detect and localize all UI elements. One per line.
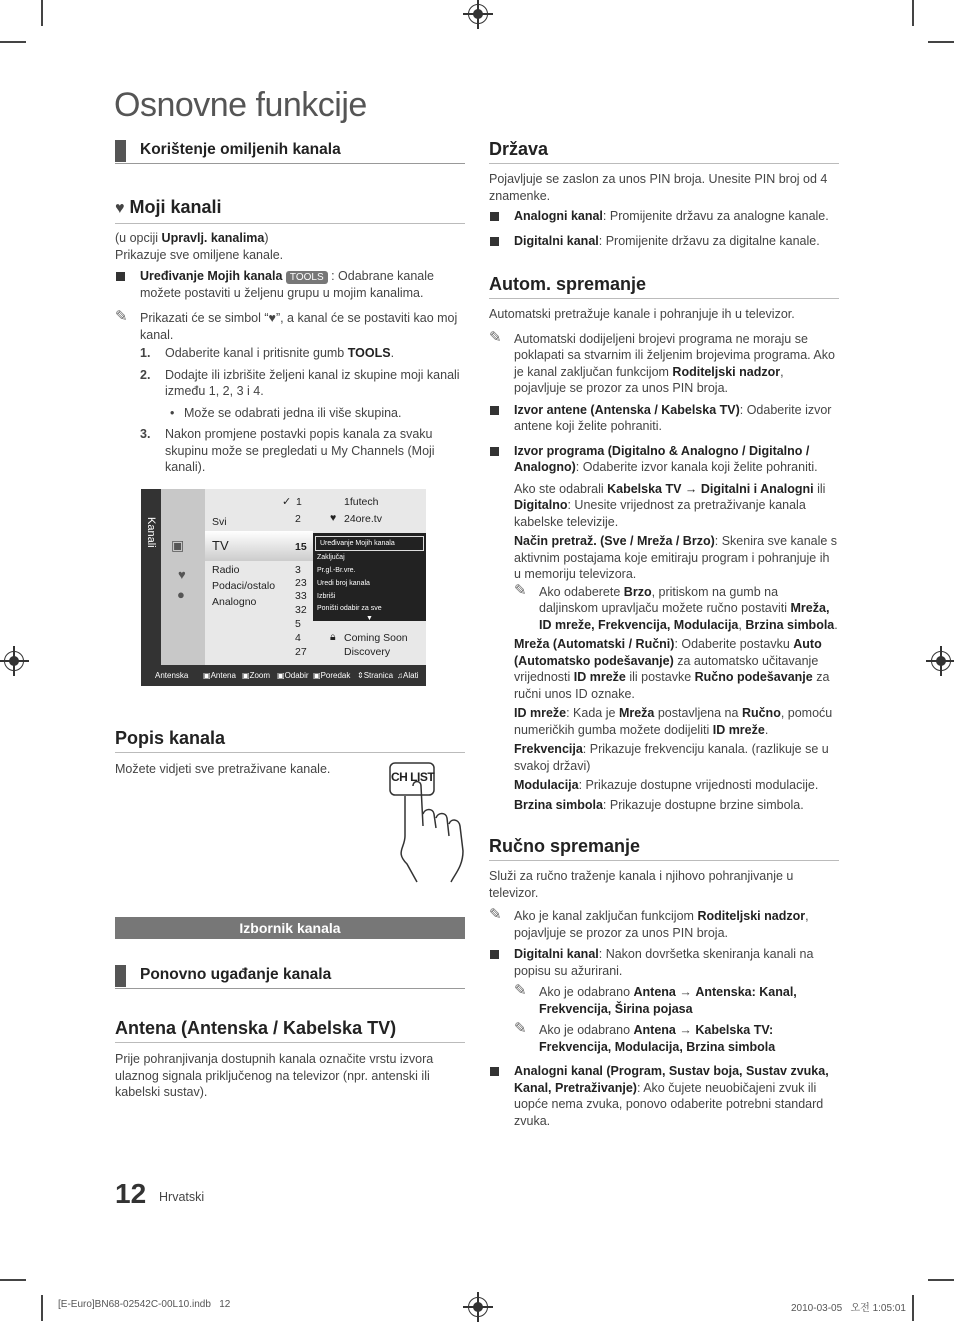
popup-item: Izbriši — [317, 593, 336, 600]
crop-mark — [928, 1279, 954, 1281]
popup-item: Uređivanje Mojih kanala — [315, 536, 424, 551]
drzava-text: Pojavljuje se zaslon za unos PIN broja. Unesite PIN broj od 4 znamenke. — [489, 172, 828, 203]
note-pencil-icon: ✎ — [514, 1020, 527, 1037]
moji-kanali-heading: ♥ Moji kanali — [115, 196, 465, 224]
autom-modulation: Modulacija: Prikazuje dostupne vrijednosti modulacije. — [514, 778, 819, 792]
tv-bottom-bar: Antenska ▣ Antena ▣ Zoom ▣ Odabir ▣ Poredak ⇕ Stranica ♫ Alati — [141, 665, 426, 686]
right-column — [489, 138, 839, 1129]
note-pencil-icon: ✎ — [514, 982, 527, 999]
moji-kanali-intro: (u opciji Upravlj. kanalima) — [115, 231, 269, 245]
drzava-heading: Država — [489, 138, 839, 164]
note-pencil-icon: ✎ — [489, 906, 502, 923]
rucno-bullet-analog: Analogni kanal (Program, Sustav boja, Sustav zvuka, Kanal, Pretraživanje): Ako čujete neuobičajeni zvuk ili uopće nema zvuka, ponovo odaberite potrebni standard zvuka. — [489, 1063, 839, 1129]
ch-list-button-label: CH LIST — [391, 770, 435, 784]
tv-num: 3 — [295, 564, 301, 576]
popis-heading: Popis kanala — [115, 727, 465, 753]
rucno-bullet-digital: Digitalni kanal: Nakon dovršetka skeniranja kanali na popisu su ažurirani. — [489, 946, 839, 979]
section-heading-retune: Ponovno ugađanje kanala — [115, 965, 465, 989]
popup-item: Poništi odabir za sve — [317, 605, 382, 612]
tv-side-label: Kanali — [145, 517, 157, 548]
autom-symbol-rate: Brzina simbola: Prikazuje dostupne brzine simbola. — [514, 797, 804, 812]
page-language: Hrvatski — [159, 1190, 205, 1204]
tv-num: 33 — [295, 590, 307, 602]
izbornik-kanala-bar: Izbornik kanala — [115, 917, 465, 939]
rucno-heading: Ručno spremanje — [489, 835, 839, 861]
heart-icon: ♥ — [115, 200, 125, 217]
moji-kanali-intro2: Prikazuje sve omiljene kanale. — [115, 247, 284, 262]
registration-mark-icon — [4, 651, 24, 671]
autom-note: ✎ Automatski dodijeljeni brojevi programa ne moraju se poklapati sa stvarnim ili željenim brojevima programa. Ako je kanal zaključan funkcijom Roditeljski nadzor, pojavljuje se prozor za unos PIN broja. — [489, 328, 835, 395]
autom-bullet-antenna: Izvor antene (Antenska / Kabelska TV): Odaberite izvor antene koji želite pohraniti. — [489, 402, 839, 435]
tv-cat-data: Podaci/ostalo — [212, 580, 276, 592]
tv-channel-name: Discovery — [344, 646, 391, 658]
crop-mark — [912, 0, 914, 26]
autom-frequency: Frekvencija: Prikazuje frekvenciju kanala. (razlikuje se u svakoj državi) — [514, 742, 829, 773]
autom-cable-para: Ako ste odabrali Kabelska TV → Digitalni i Analogni ili Digitalno: Unesite vrijednost za pretraživanje kanala kabelske televizije. — [514, 481, 826, 529]
tv-num: 15 — [295, 541, 307, 553]
popup-arrow-icon: ▼ — [366, 615, 373, 622]
rucno-note-cable: ✎ Ako je odabrano Antena → Kabelska TV: Frekvencija, Modulacija, Brzina simbola — [514, 1020, 776, 1054]
autom-network-id: ID mreže: Kada je Mreža postavljena na Ručno, pomoću numeričkih gumba možete dodijeliti ID mreže. — [514, 706, 833, 737]
tv-cat-radio: Radio — [212, 564, 240, 576]
tv-channel-name: Coming Soon — [344, 632, 408, 644]
rucno-note-antenna: ✎ Ako je odabrano Antena → Antenska: Kanal, Frekvencija, Širina pojasa — [514, 982, 797, 1016]
left-column-lower — [115, 965, 465, 1101]
left-column — [115, 140, 465, 476]
registration-mark-icon — [468, 4, 488, 24]
rucno-note: ✎ Ako je kanal zaključan funkcijom Roditeljski nadzor, pojavljuje se prozor za unos PIN broja. — [489, 906, 809, 940]
tv-num: 5 — [295, 618, 301, 630]
autom-network: Mreža (Automatski / Ručni): Odaberite postavku Auto (Automatsko podešavanje) za automatsko učitavanje vrijednosti ID mreže ili postavke Ručno podešavanje za ručni unos ID oznake. — [514, 637, 830, 701]
tv-num: 2 — [295, 513, 301, 525]
section-heading-favourites: Korištenje omiljenih kanala — [115, 140, 465, 164]
ch-list-hand-illustration — [385, 756, 467, 886]
bullet-edit-my-channels: Uređivanje Mojih kanala TOOLS : Odabrane kanale možete postaviti u željenu grupu u mojim kanalima. — [115, 268, 465, 301]
crop-mark — [0, 41, 26, 43]
tv-cat-analog: Analogno — [212, 596, 257, 608]
tv-channel-list-screenshot — [141, 489, 426, 686]
footer-file-info: [E-Euro]BN68-02542C-00L10.indb 12 — [58, 1299, 231, 1310]
crop-mark — [41, 1295, 43, 1321]
registration-mark-icon — [468, 1297, 488, 1317]
step-3: 3. Nakon promjene postavki popis kanala za svaku skupinu može se pregledati u My Channels (Moji kanali). — [140, 427, 435, 474]
step-2-dot: • Može se odabrati jedna ili više skupina. — [165, 405, 465, 422]
heart-icon: ♥ — [178, 567, 186, 582]
page-title: Osnovne funkcije — [114, 86, 367, 124]
note-pencil-icon: ✎ — [115, 308, 128, 325]
tv-icon: ▣ — [171, 537, 185, 553]
autom-brzo-note: ✎ Ako odaberete Brzo, pritiskom na gumb na daljinskom upravljaču možete ručno postaviti Mreža, ID mreže, Frekvencija, Modulacija, Brzina simbola. — [514, 581, 838, 632]
step-1: 1. Odaberite kanal i pritisnite gumb TOOLS. — [140, 346, 395, 360]
popup-item: Zaključaj — [317, 554, 345, 561]
note-pencil-icon: ✎ — [489, 328, 502, 346]
note-pencil-icon: ✎ — [514, 581, 527, 599]
tools-badge: TOOLS — [286, 271, 328, 284]
crop-mark — [41, 0, 43, 26]
note-symbol: ✎ Prikazati će se simbol “♥”, a kanal će se postaviti kao moj kanal. — [115, 308, 458, 342]
antena-heading: Antena (Antenska / Kabelska TV) — [115, 1017, 465, 1043]
crop-mark — [912, 1295, 914, 1321]
popis-text: Možete vidjeti sve pretraživane kanale. — [115, 762, 331, 776]
autom-search-mode: Način pretraž. (Sve / Mreža / Brzo): Skenira sve kanale s aktivnim postajama koje emitiraju program i pohranjuje ih u memoriju televizora. — [514, 534, 838, 581]
autom-heading: Autom. spremanje — [489, 273, 839, 299]
tv-channel-name: 24ore.tv — [344, 513, 382, 525]
autom-text: Automatski pretražuje kanale i pohranjuje ih u televizor. — [489, 307, 795, 321]
popup-item: Pr.gl.-Br.vre. — [317, 567, 356, 574]
tv-num: 1 — [296, 496, 302, 508]
tv-channel-name: 1futech — [344, 496, 379, 508]
footer-timestamp: 2010-03-05 오전 1:05:01 — [791, 1303, 906, 1314]
globe-icon: ● — [177, 587, 185, 602]
tv-num: 32 — [295, 604, 307, 616]
page-number: 12 — [115, 1178, 147, 1209]
tv-tools-popup — [313, 533, 426, 621]
drzava-bullet-digital: Digitalni kanal: Promijenite državu za digitalne kanale. — [489, 233, 839, 250]
step-2: 2. Dodajte ili izbrišite željeni kanal iz skupine moji kanali između 1, 2, 3 i 4. — [140, 367, 460, 398]
tv-num: 27 — [295, 646, 307, 658]
drzava-bullet-analog: Analogni kanal: Promijenite državu za analogne kanale. — [489, 208, 839, 225]
tv-num: 23 — [295, 577, 307, 589]
rucno-text: Služi za ručno traženje kanala i njihovo pohranjivanje u televizor. — [489, 869, 794, 900]
heart-icon: ♥ — [330, 512, 337, 524]
tv-side-bar — [141, 489, 161, 665]
check-icon: ✓ — [282, 496, 292, 508]
tv-cat-all: Svi — [212, 516, 227, 528]
tv-cat-tv: TV — [212, 538, 229, 553]
autom-bullet-source: Izvor programa (Digitalno & Analogno / Digitalno / Analogno): Odaberite izvor kanala koji želite pohraniti. — [489, 443, 839, 476]
heart-icon: ♥ — [268, 311, 276, 325]
registration-mark-icon — [931, 651, 951, 671]
lock-icon: 🔒︎ — [330, 631, 336, 643]
crop-mark — [928, 41, 954, 43]
crop-mark — [0, 1279, 26, 1281]
tv-num: 4 — [295, 632, 301, 644]
popup-item: Uredi broj kanala — [317, 580, 370, 587]
antena-text: Prije pohranjivanja dostupnih kanala označite vrstu izvora ulaznog signala priključenog na televizor (npr. antenski ili kabelski sustav). — [115, 1052, 434, 1099]
